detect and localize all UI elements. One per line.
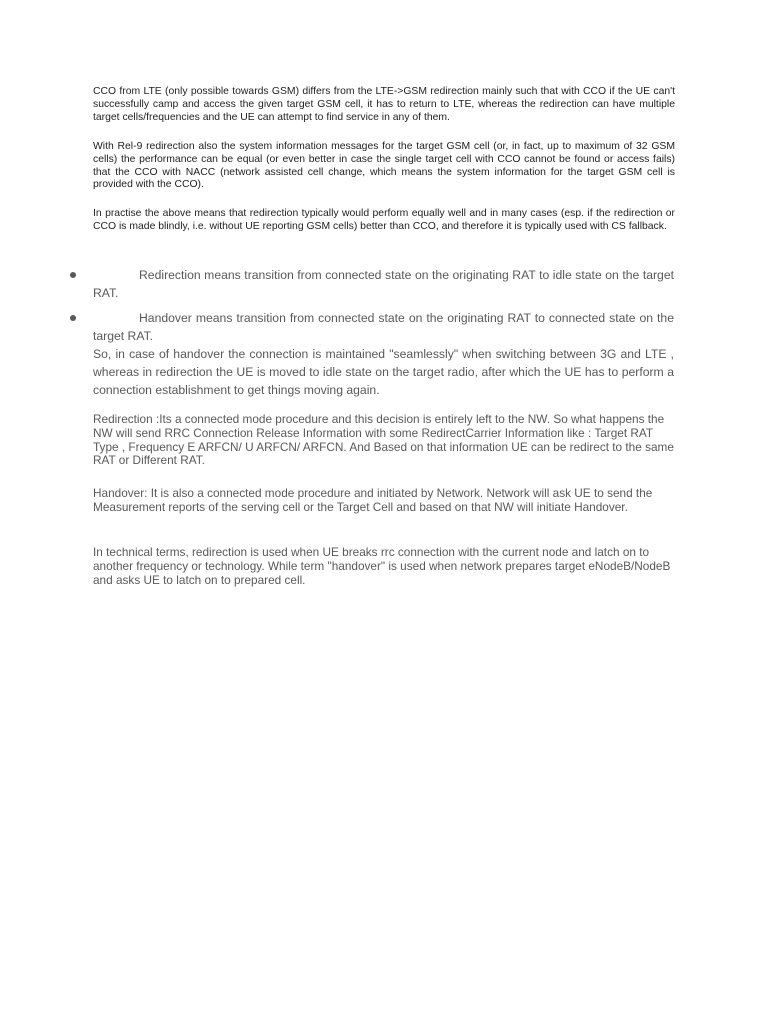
paragraph-handover-summary: So, in case of handover the connection is maintained "seamlessly" when switching between 3G and LTE , whereas in redirection the UE is moved to idle state on the target radio, after which the UE has to perform a connection establishment to get things moving again. [93,347,674,397]
paragraph-rel9-redirection: With Rel-9 redirection also the system information messages for the target GSM cell (or, in fact, up to maximum of 32 GSM cells) the performance can be equal (or even better in case the single target cell with CCO cannot be found or access fails) that the CCO with NACC (network assisted cell change, which means the system information for the target GSM cell is provided with the CCO). [93,141,675,191]
paragraph-redirection-definition: Redirection :Its a connected mode procedure and this decision is entirely left to the NW. So what happens the NW will send RRC Connection Release Information with some RedirectCarrier Information like : Target RAT Type , Frequency E ARFCN/ U ARFCN/ ARFCN. And Based on that information UE can be redirect to the same RAT or Different RAT. [93,412,674,468]
paragraph-in-practise: In practise the above means that redirection typically would perform equally well and in many cases (esp. if the redirection or CCO is made blindly, i.e. without UE reporting GSM cells) better than CCO, and therefore it is typically used with CS fallback. [93,208,675,232]
paragraph-cco-vs-redirection: CCO from LTE (only possible towards GSM) differs from the LTE->GSM redirection mainly such that with CCO if the UE can't successfully camp and access the given target GSM cell, it has to return to LTE, whereas the redirection can have multiple target cells/frequencies and the UE can attempt to find service in any of them. [93,86,675,123]
bullet-item-redirection: Redirection means transition from connected state on the originating RAT to idle state on the target RAT. [93,268,674,300]
paragraph-handover-definition: Handover: It is also a connected mode procedure and initiated by Network. Network will ask UE to send the Measurement reports of the serving cell or the Target Cell and based on that NW will initiate Handover. [93,486,653,514]
bullet-dot-icon [70,272,76,278]
bullet-item-handover: Handover means transition from connected state on the originating RAT to connected state on the target RAT. [93,311,674,343]
bullet-dot-icon [70,315,76,321]
paragraph-technical-terms: In technical terms, redirection is used when UE breaks rrc connection with the current node and latch on to another frequency or technology. While term "handover" is used when network prepares target eNodeB/NodeB and asks UE to latch on to prepared cell. [93,545,671,587]
